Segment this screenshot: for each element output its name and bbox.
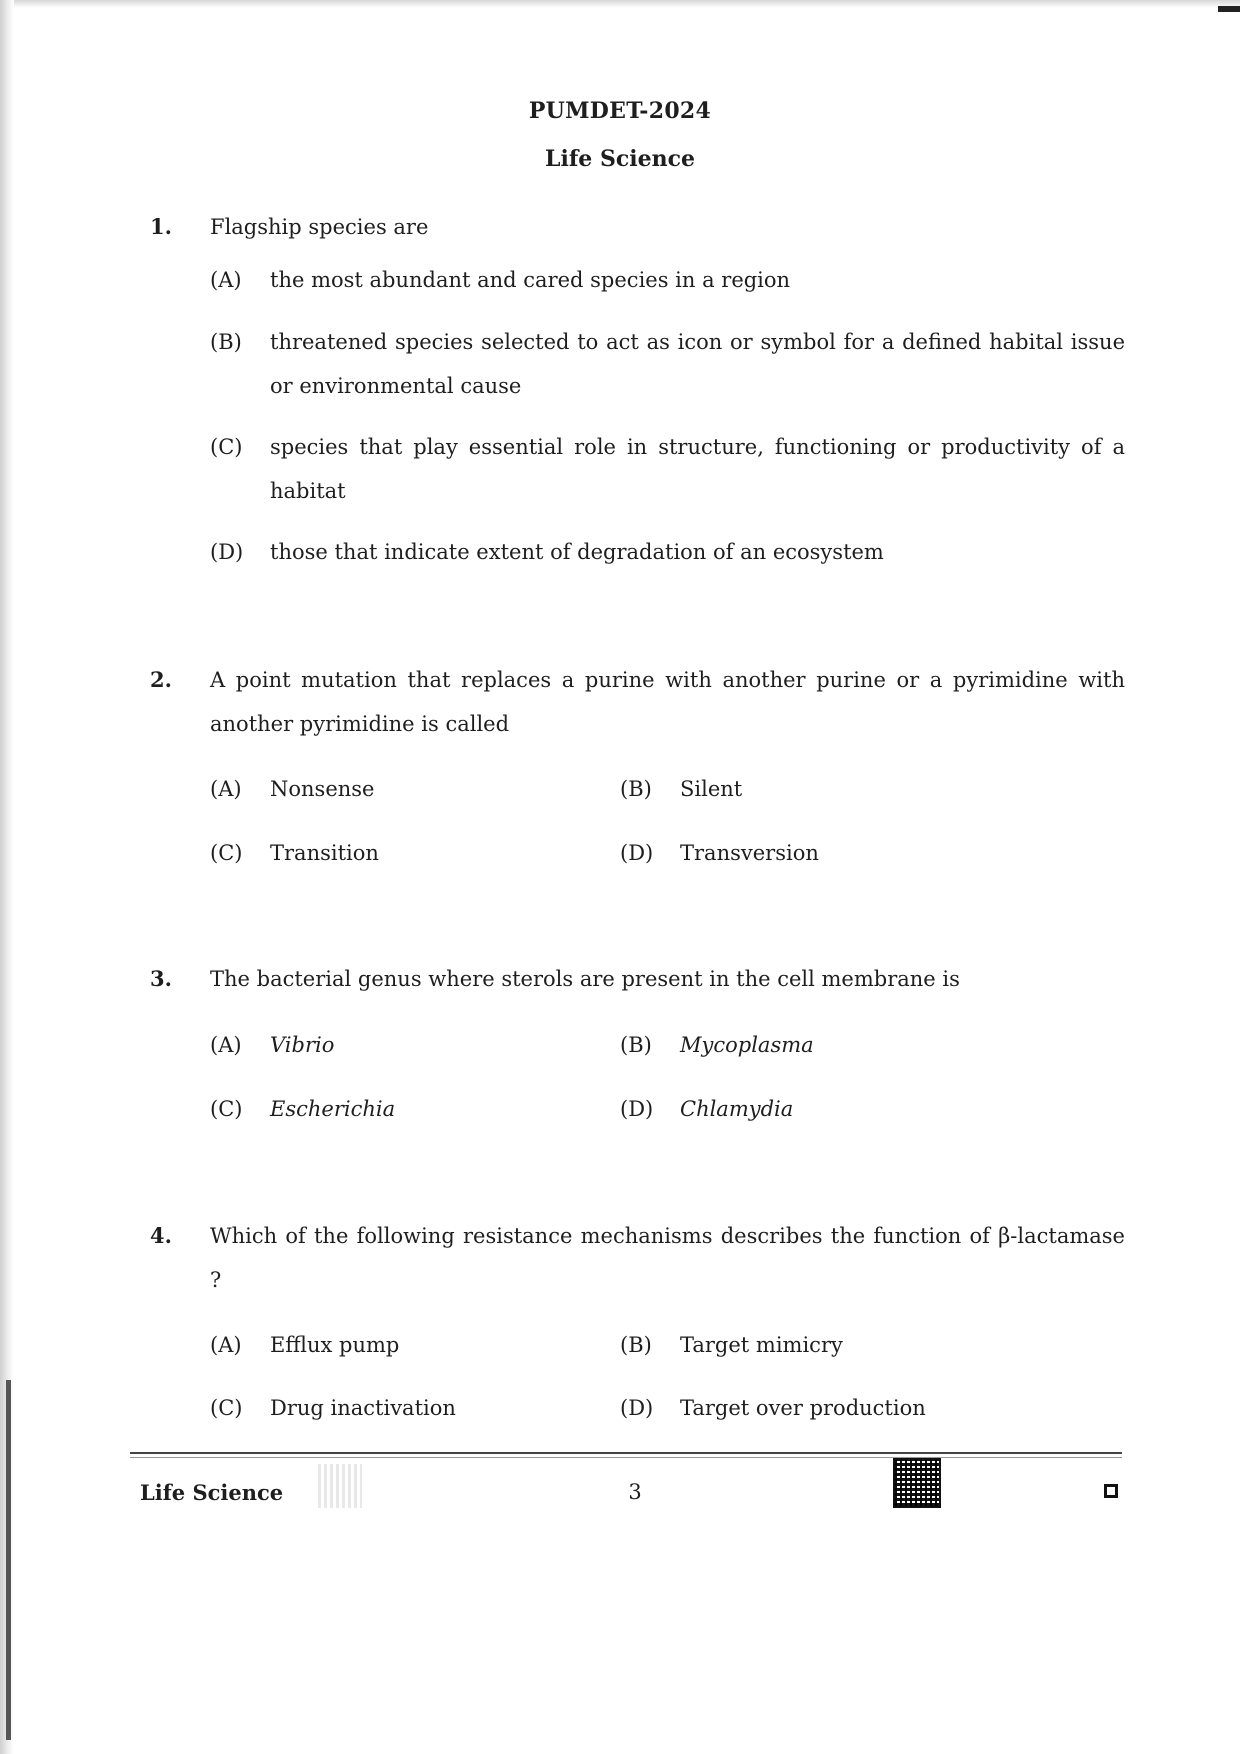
option-text: Transition: [270, 841, 379, 865]
option-letter: (B): [620, 1333, 652, 1357]
question-number: 3.: [150, 966, 172, 991]
option-text: Silent: [680, 777, 743, 801]
option-letter: (A): [210, 268, 242, 292]
option-letter: (B): [620, 1033, 652, 1057]
option-letter: (A): [210, 1333, 242, 1357]
question-4: [150, 1214, 1125, 1304]
question-number: 4.: [150, 1223, 172, 1248]
option-1b[interactable]: [210, 320, 1125, 410]
option-text: Transversion: [680, 841, 819, 865]
option-letter: (C): [210, 1097, 243, 1121]
option-letter: (C): [210, 841, 243, 865]
option-letter: (D): [620, 1396, 654, 1420]
option-text: Efflux pump: [270, 1333, 400, 1357]
option-text: Escherichia: [270, 1097, 396, 1121]
option-letter: (D): [210, 540, 244, 564]
option-text: threatened species selected to act as icon or symbol for a defined habital issue or environmental cause: [270, 330, 1125, 398]
question-number: 2.: [150, 667, 172, 692]
option-text: those that indicate extent of degradation of an ecosystem: [270, 540, 884, 564]
question-text: A point mutation that replaces a purine with another purine or a pyrimidine with another pyrimidine is called: [210, 668, 1125, 736]
option-text: Target over production: [680, 1396, 926, 1420]
option-text: Nonsense: [270, 777, 375, 801]
option-letter: (A): [210, 1033, 242, 1057]
square-mark-icon: [1104, 1484, 1118, 1498]
scan-edge-top: [0, 0, 1240, 8]
question-number: 1.: [150, 214, 172, 239]
subject-title: Life Science: [545, 146, 695, 172]
option-letter: (C): [210, 1396, 243, 1420]
exam-code: PUMDET-2024: [528, 98, 712, 124]
option-letter: (B): [210, 330, 242, 354]
option-text: Target mimicry: [680, 1333, 843, 1357]
option-letter: (A): [210, 777, 242, 801]
option-letter: (D): [620, 1097, 654, 1121]
footer-rule: [130, 1452, 1122, 1454]
qr-code-icon: [893, 1458, 941, 1508]
option-text: Chlamydia: [680, 1097, 794, 1121]
question-text: Which of the following resistance mechanisms describes the function of β-lactamase ?: [210, 1224, 1125, 1292]
option-1c[interactable]: [210, 425, 1125, 515]
question-2: [150, 658, 1125, 748]
question-text: The bacterial genus where sterols are present in the cell membrane is: [210, 967, 960, 991]
question-text: Flagship species are: [210, 215, 429, 239]
scan-binding-shadow: [6, 1380, 11, 1740]
scan-corner-mark: [1218, 6, 1240, 12]
option-letter: (B): [620, 777, 652, 801]
option-letter: (C): [210, 435, 243, 459]
option-text: species that play essential role in structure, functioning or productivity of a habitat: [270, 435, 1125, 503]
footer-rule-secondary: [130, 1457, 1122, 1458]
option-text: Vibrio: [270, 1033, 335, 1057]
option-letter: (D): [620, 841, 654, 865]
option-text: Mycoplasma: [680, 1033, 814, 1057]
option-text: the most abundant and cared species in a region: [270, 268, 791, 292]
option-text: Drug inactivation: [270, 1396, 456, 1420]
faint-qr-code-icon: [318, 1464, 362, 1508]
page-number: 3: [628, 1480, 642, 1504]
footer-subject: Life Science: [140, 1480, 284, 1505]
